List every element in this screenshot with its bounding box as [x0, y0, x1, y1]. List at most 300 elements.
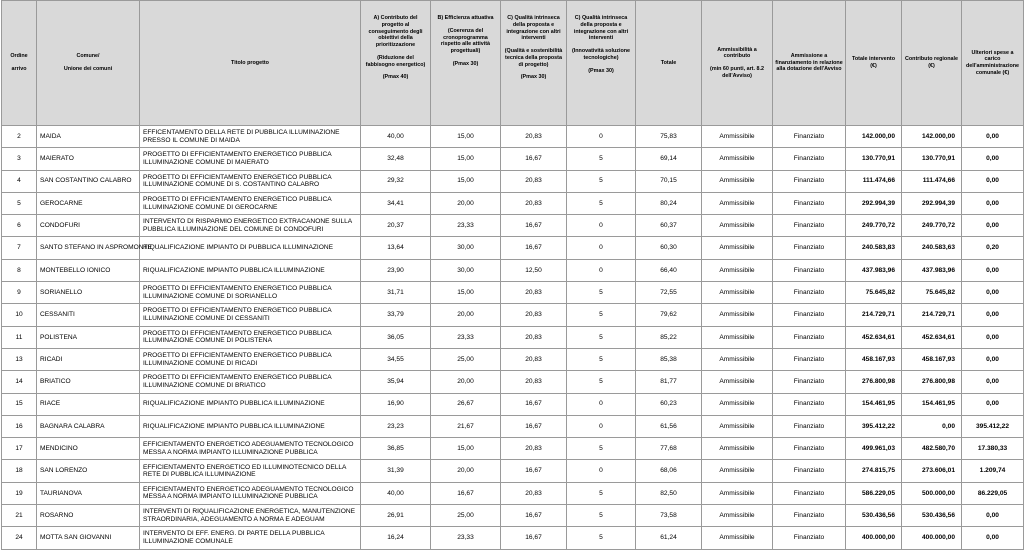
- cell-punteggio-a: 33,79: [361, 304, 431, 326]
- cell-punteggio-c2: 0: [567, 215, 636, 237]
- cell-ulteriori-spese: 0,00: [962, 505, 1024, 527]
- cell-totale-intervento: 154.461,95: [846, 393, 902, 415]
- header-line: Ordine: [10, 53, 28, 60]
- table-row: [2, 192, 1024, 214]
- cell-ordine: 14: [2, 371, 37, 393]
- cell-comune: RICADI: [37, 348, 140, 370]
- cell-ulteriori-spese: 0,00: [962, 259, 1024, 281]
- cell-punteggio-c2: 5: [567, 371, 636, 393]
- cell-punteggio-c1: 16,67: [501, 505, 567, 527]
- cell-ammissione: Finanziato: [773, 126, 846, 148]
- cell-totale: 69,14: [636, 148, 702, 170]
- cell-punteggio-c1: 16,67: [501, 460, 567, 482]
- cell-ordine: 13: [2, 348, 37, 370]
- cell-totale: 75,83: [636, 126, 702, 148]
- cell-totale-intervento: 395.412,22: [846, 415, 902, 437]
- cell-titolo: PROGETTO DI EFFICIENTAMENTO ENERGETICO PUBBLICA ILLUMINAZIONE COMUNE DI SORIANELLO: [140, 282, 361, 304]
- cell-punteggio-c1: 20,83: [501, 282, 567, 304]
- cell-totale-intervento: 130.770,91: [846, 148, 902, 170]
- cell-punteggio-c2: 5: [567, 326, 636, 348]
- cell-punteggio-b: 20,00: [431, 371, 501, 393]
- cell-ammissione: Finanziato: [773, 237, 846, 259]
- cell-ammissibilita: Ammissibile: [702, 237, 773, 259]
- cell-comune: BRIATICO: [37, 371, 140, 393]
- cell-ammissibilita: Ammissibile: [702, 148, 773, 170]
- cell-contributo-regionale: 214.729,71: [902, 304, 962, 326]
- table-row: [2, 148, 1024, 170]
- table-row: [2, 393, 1024, 415]
- cell-punteggio-c1: 16,67: [501, 527, 567, 549]
- cell-ammissibilita: Ammissibile: [702, 192, 773, 214]
- header-comune: [37, 1, 140, 126]
- cell-contributo-regionale: 142.000,00: [902, 126, 962, 148]
- cell-comune: MAIERATO: [37, 148, 140, 170]
- cell-totale: 72,55: [636, 282, 702, 304]
- cell-ammissibilita: Ammissibile: [702, 215, 773, 237]
- cell-totale-intervento: 499.961,03: [846, 438, 902, 460]
- cell-titolo: PROGETTO DI EFFICIENTAMENTO ENERGETICO PUBBLICA ILLUMINAZIONE COMUNE DI GEROCARNE: [140, 192, 361, 214]
- cell-punteggio-c2: 5: [567, 348, 636, 370]
- cell-titolo: PROGETTO DI EFFICIENTAMENTO ENERGETICO PUBBLICA ILLUMINAZIONE COMUNE DI MAIERATO: [140, 148, 361, 170]
- cell-comune: SAN LORENZO: [37, 460, 140, 482]
- cell-ammissibilita: Ammissibile: [702, 170, 773, 192]
- cell-ulteriori-spese: 0,00: [962, 126, 1024, 148]
- cell-ammissione: Finanziato: [773, 415, 846, 437]
- cell-titolo: INTERVENTO DI RISPARMIO ENERGETICO EXTRACANONE SULLA PUBBLICA ILLUMINAZIONE DEL COMUNE DI CONDOFURI: [140, 215, 361, 237]
- cell-totale-intervento: 75.645,82: [846, 282, 902, 304]
- cell-ordine: 6: [2, 215, 37, 237]
- cell-ordine: 4: [2, 170, 37, 192]
- cell-totale-intervento: 452.634,61: [846, 326, 902, 348]
- cell-totale-intervento: 437.983,96: [846, 259, 902, 281]
- cell-punteggio-b: 20,00: [431, 304, 501, 326]
- cell-ulteriori-spese: 0,00: [962, 170, 1024, 192]
- cell-ordine: 18: [2, 460, 37, 482]
- cell-totale: 60,37: [636, 215, 702, 237]
- cell-ulteriori-spese: 86.229,05: [962, 482, 1024, 504]
- header-line: A) Contributo del progetto al conseguimento degli obiettivi della prioritizzazione: [368, 15, 423, 48]
- cell-contributo-regionale: 130.770,91: [902, 148, 962, 170]
- cell-punteggio-a: 36,05: [361, 326, 431, 348]
- cell-totale: 85,22: [636, 326, 702, 348]
- cell-totale: 60,23: [636, 393, 702, 415]
- cell-comune: MENDICINO: [37, 438, 140, 460]
- cell-totale-intervento: 214.729,71: [846, 304, 902, 326]
- cell-totale: 82,50: [636, 482, 702, 504]
- cell-contributo-regionale: 249.770,72: [902, 215, 962, 237]
- cell-comune: GEROCARNE: [37, 192, 140, 214]
- table-row: [2, 482, 1024, 504]
- cell-ordine: 5: [2, 192, 37, 214]
- cell-comune: SORIANELLO: [37, 282, 140, 304]
- cell-contributo-regionale: 0,00: [902, 415, 962, 437]
- cell-punteggio-c1: 20,83: [501, 438, 567, 460]
- table-row: [2, 326, 1024, 348]
- cell-totale-intervento: 292.994,39: [846, 192, 902, 214]
- cell-ulteriori-spese: 0,00: [962, 282, 1024, 304]
- cell-ammissione: Finanziato: [773, 527, 846, 549]
- cell-ordine: 3: [2, 148, 37, 170]
- cell-ammissibilita: Ammissibile: [702, 304, 773, 326]
- cell-punteggio-a: 40,00: [361, 482, 431, 504]
- cell-punteggio-b: 23,33: [431, 527, 501, 549]
- cell-punteggio-a: 13,64: [361, 237, 431, 259]
- table-row: [2, 215, 1024, 237]
- header-qualita-c1: [501, 1, 567, 126]
- cell-punteggio-c1: 12,50: [501, 259, 567, 281]
- header-line: C) Qualità intrinseca della proposta e integrazione con altri interventi: [573, 15, 629, 42]
- cell-punteggio-c2: 5: [567, 282, 636, 304]
- cell-totale: 77,68: [636, 438, 702, 460]
- cell-contributo-regionale: 458.167,93: [902, 348, 962, 370]
- cell-punteggio-a: 31,39: [361, 460, 431, 482]
- cell-ordine: 9: [2, 282, 37, 304]
- header-qualita-c2: [567, 1, 636, 126]
- cell-totale-intervento: 400.000,00: [846, 527, 902, 549]
- table-row: [2, 282, 1024, 304]
- cell-ammissione: Finanziato: [773, 192, 846, 214]
- header-line: (Coerenza del cronoprogramma rispetto alle attività progettuali): [440, 27, 491, 54]
- cell-titolo: EFFICIENTAMENTO ENERGETICO ADEGUAMENTO TECNOLOGICO MESSA A NORMA IMPIANTO ILLUMINAZIONE PUBBLICA: [140, 438, 361, 460]
- cell-titolo: EFFICENTAMENTO DELLA RETE DI PUBBLICA ILLUMINAZIONE PRESSO IL COMUNE DI MAIDA: [140, 126, 361, 148]
- cell-ammissione: Finanziato: [773, 460, 846, 482]
- cell-comune: MONTEBELLO IONICO: [37, 259, 140, 281]
- cell-punteggio-b: 20,00: [431, 460, 501, 482]
- header-ulteriori-spese: [962, 1, 1024, 126]
- cell-totale: 80,24: [636, 192, 702, 214]
- cell-titolo: PROGETTO DI EFFICIENTAMENTO ENERGETICO PUBBLICA ILLUMINAZIONE COMUNE DI POLISTENA: [140, 326, 361, 348]
- cell-punteggio-a: 34,41: [361, 192, 431, 214]
- cell-ammissibilita: Ammissibile: [702, 393, 773, 415]
- cell-titolo: EFFICIENTAMENTO ENERGETICO ED ILLUMINOTECNICO DELLA RETE DI PUBBLICA ILLUMINAZIONE: [140, 460, 361, 482]
- table-row: [2, 527, 1024, 549]
- cell-punteggio-a: 16,90: [361, 393, 431, 415]
- header-line: Titolo progetto: [231, 59, 269, 66]
- cell-punteggio-c1: 20,83: [501, 348, 567, 370]
- table-row: [2, 460, 1024, 482]
- cell-totale-intervento: 276.800,98: [846, 371, 902, 393]
- cell-totale: 60,30: [636, 237, 702, 259]
- header-ammissibilita: [702, 1, 773, 126]
- cell-punteggio-c2: 5: [567, 148, 636, 170]
- cell-totale: 85,38: [636, 348, 702, 370]
- cell-punteggio-c1: 20,83: [501, 126, 567, 148]
- cell-ulteriori-spese: 0,00: [962, 527, 1024, 549]
- header-line: Contributo regionale (€): [904, 56, 958, 69]
- cell-ulteriori-spese: 0,00: [962, 215, 1024, 237]
- cell-ulteriori-spese: 17.380,33: [962, 438, 1024, 460]
- cell-comune: SANTO STEFANO IN ASPROMONTE: [37, 237, 140, 259]
- cell-punteggio-c2: 0: [567, 259, 636, 281]
- header-line: Ammissione a finanziamento in relazione alla dotazione dell'Avviso: [775, 52, 843, 73]
- cell-punteggio-b: 25,00: [431, 505, 501, 527]
- cell-punteggio-c2: 0: [567, 415, 636, 437]
- cell-comune: MOTTA SAN GIOVANNI: [37, 527, 140, 549]
- table-row: [2, 170, 1024, 192]
- cell-punteggio-a: 29,32: [361, 170, 431, 192]
- cell-titolo: PROGETTO DI EFFICIENTAMENTO ENERGETICO PUBBLICA ILLUMINAZIONE COMUNE DI BRIATICO: [140, 371, 361, 393]
- header-totale: [636, 1, 702, 126]
- cell-punteggio-c2: 0: [567, 393, 636, 415]
- cell-punteggio-b: 16,67: [431, 482, 501, 504]
- header-line: (Riduzione del fabbisogno energetico): [365, 54, 426, 68]
- cell-ammissibilita: Ammissibile: [702, 282, 773, 304]
- cell-punteggio-c2: 5: [567, 170, 636, 192]
- cell-ordine: 24: [2, 527, 37, 549]
- cell-punteggio-c2: 0: [567, 126, 636, 148]
- header-line: Ulteriori spese a carico dell'amministrazione comunale (€): [965, 49, 1020, 76]
- cell-totale: 79,62: [636, 304, 702, 326]
- cell-comune: CONDOFURI: [37, 215, 140, 237]
- cell-totale-intervento: 458.167,93: [846, 348, 902, 370]
- cell-punteggio-b: 30,00: [431, 237, 501, 259]
- cell-ammissione: Finanziato: [773, 215, 846, 237]
- cell-punteggio-c2: 5: [567, 527, 636, 549]
- cell-totale-intervento: 530.436,56: [846, 505, 902, 527]
- cell-punteggio-a: 20,37: [361, 215, 431, 237]
- header-line: Comune/: [76, 53, 100, 60]
- cell-ammissibilita: Ammissibile: [702, 505, 773, 527]
- header-line: Unione dei comuni: [63, 66, 113, 72]
- cell-titolo: RIQUALIFICAZIONE IMPIANTO PUBBLICA ILLUMINAZIONE: [140, 259, 361, 281]
- cell-punteggio-c2: 5: [567, 505, 636, 527]
- cell-titolo: PROGETTO DI EFFICIENTAMENTO ENERGETICO PUBBLICA ILLUMINAZIONE COMUNE DI RICADI: [140, 348, 361, 370]
- cell-ammissibilita: Ammissibile: [702, 259, 773, 281]
- header-ammissione: [773, 1, 846, 126]
- cell-ammissione: Finanziato: [773, 371, 846, 393]
- cell-punteggio-c2: 5: [567, 438, 636, 460]
- cell-punteggio-c1: 20,83: [501, 326, 567, 348]
- cell-contributo-regionale: 240.583,63: [902, 237, 962, 259]
- header-row: [2, 1, 1024, 126]
- cell-ammissibilita: Ammissibile: [702, 415, 773, 437]
- table-row: [2, 237, 1024, 259]
- header-line: Totale: [660, 59, 677, 66]
- cell-ordine: 7: [2, 237, 37, 259]
- cell-ulteriori-spese: 0,00: [962, 304, 1024, 326]
- cell-comune: TAURIANOVA: [37, 482, 140, 504]
- cell-punteggio-a: 16,24: [361, 527, 431, 549]
- cell-titolo: RIQUALIFICAZIONE IMPIANTO PUBBLICA ILLUMINAZIONE: [140, 393, 361, 415]
- cell-punteggio-a: 23,23: [361, 415, 431, 437]
- cell-contributo-regionale: 292.994,39: [902, 192, 962, 214]
- cell-comune: RIACE: [37, 393, 140, 415]
- header-line: (min 60 punti, art. 8.2 dell'Avviso): [710, 66, 764, 79]
- header-line: B) Efficienza attuativa: [437, 15, 494, 21]
- cell-punteggio-c1: 16,67: [501, 237, 567, 259]
- cell-titolo: PROGETTO DI EFFICIENTAMENTO ENERGETICO PUBBLICA ILLUMINAZIONE COMUNE DI CESSANITI: [140, 304, 361, 326]
- cell-titolo: EFFICIENTAMENTO ENERGETICO ADEGUAMENTO TECNOLOGICO MESSA A NORMA IMPIANTO ILLUMINAZIONE PUBBLICA: [140, 482, 361, 504]
- cell-totale-intervento: 274.815,75: [846, 460, 902, 482]
- cell-totale-intervento: 240.583,83: [846, 237, 902, 259]
- cell-ulteriori-spese: 0,00: [962, 192, 1024, 214]
- table-row: [2, 415, 1024, 437]
- cell-punteggio-c2: 5: [567, 482, 636, 504]
- cell-ulteriori-spese: 0,00: [962, 348, 1024, 370]
- cell-punteggio-b: 20,00: [431, 192, 501, 214]
- cell-punteggio-a: 35,94: [361, 371, 431, 393]
- cell-contributo-regionale: 482.580,70: [902, 438, 962, 460]
- cell-totale: 68,06: [636, 460, 702, 482]
- cell-ulteriori-spese: 0,20: [962, 237, 1024, 259]
- table-row: [2, 304, 1024, 326]
- cell-punteggio-b: 15,00: [431, 282, 501, 304]
- cell-contributo-regionale: 530.436,56: [902, 505, 962, 527]
- cell-titolo: PROGETTO DI EFFICIENTAMENTO ENERGETICO PUBBLICA ILLUMINAZIONE COMUNE DI S. COSTANTINO CALABRO: [140, 170, 361, 192]
- cell-titolo: INTERVENTO DI EFF. ENERG. DI PARTE DELLA PUBBLICA ILLUMINAZIONE COMUNALE: [140, 527, 361, 549]
- cell-ammissibilita: Ammissibile: [702, 482, 773, 504]
- cell-contributo-regionale: 154.461,95: [902, 393, 962, 415]
- header-line: Ammissibilità a contributo: [717, 46, 757, 60]
- cell-ordine: 11: [2, 326, 37, 348]
- cell-ammissione: Finanziato: [773, 148, 846, 170]
- cell-ammissibilita: Ammissibile: [702, 460, 773, 482]
- cell-punteggio-c1: 16,67: [501, 415, 567, 437]
- cell-ulteriori-spese: 0,00: [962, 326, 1024, 348]
- header-line: (Pmax 40): [382, 74, 409, 81]
- header-contributo-a: [361, 1, 431, 126]
- cell-ammissibilita: Ammissibile: [702, 438, 773, 460]
- cell-punteggio-c2: 0: [567, 237, 636, 259]
- cell-punteggio-a: 32,48: [361, 148, 431, 170]
- header-line: C) Qualità intrinseca della proposta e integrazione con altri interventi: [506, 15, 561, 42]
- header-efficienza-b: [431, 1, 501, 126]
- cell-punteggio-c1: 20,83: [501, 192, 567, 214]
- table-body: [2, 126, 1024, 550]
- table-row: [2, 371, 1024, 393]
- cell-ordine: 17: [2, 438, 37, 460]
- cell-contributo-regionale: 400.000,00: [902, 527, 962, 549]
- cell-ordine: 16: [2, 415, 37, 437]
- cell-ammissibilita: Ammissibile: [702, 348, 773, 370]
- cell-ammissione: Finanziato: [773, 282, 846, 304]
- cell-ammissione: Finanziato: [773, 304, 846, 326]
- cell-totale: 61,24: [636, 527, 702, 549]
- header-line: Totale intervento (€): [851, 56, 896, 69]
- cell-ordine: 10: [2, 304, 37, 326]
- cell-comune: MAIDA: [37, 126, 140, 148]
- cell-punteggio-b: 15,00: [431, 148, 501, 170]
- cell-punteggio-a: 40,00: [361, 126, 431, 148]
- header-contributo-regionale: [902, 1, 962, 126]
- cell-contributo-regionale: 437.983,96: [902, 259, 962, 281]
- cell-comune: ROSARNO: [37, 505, 140, 527]
- cell-contributo-regionale: 500.000,00: [902, 482, 962, 504]
- cell-ammissione: Finanziato: [773, 393, 846, 415]
- header-line: (Pmax 30): [452, 60, 479, 67]
- cell-punteggio-a: 34,55: [361, 348, 431, 370]
- header-line: (Qualità e sostenibilità tecnica della proposta di progetto): [504, 48, 563, 68]
- cell-punteggio-c1: 16,67: [501, 215, 567, 237]
- table-row: [2, 126, 1024, 148]
- cell-punteggio-b: 23,33: [431, 215, 501, 237]
- cell-punteggio-a: 26,91: [361, 505, 431, 527]
- cell-contributo-regionale: 452.634,61: [902, 326, 962, 348]
- table-row: [2, 438, 1024, 460]
- cell-punteggio-a: 31,71: [361, 282, 431, 304]
- cell-punteggio-b: 15,00: [431, 438, 501, 460]
- cell-punteggio-b: 30,00: [431, 259, 501, 281]
- cell-titolo: INTERVENTI DI RIQUALIFICAZIONE ENERGETICA, MANUTENZIONE STRAORDINARIA, ADEGUAMENTO A NORMA E ADEGUAM: [140, 505, 361, 527]
- table-row: [2, 505, 1024, 527]
- header-totale-intervento: [846, 1, 902, 126]
- cell-punteggio-c2: 5: [567, 304, 636, 326]
- header-line: (Innovatività soluzione tecnologiche): [571, 48, 631, 61]
- cell-ammissibilita: Ammissibile: [702, 527, 773, 549]
- table-row: [2, 259, 1024, 281]
- cell-punteggio-c1: 16,67: [501, 148, 567, 170]
- cell-punteggio-b: 15,00: [431, 126, 501, 148]
- header-line: (Pmax 30): [520, 74, 547, 81]
- cell-ammissione: Finanziato: [773, 326, 846, 348]
- header-line: (Pmax 30): [588, 67, 614, 74]
- cell-contributo-regionale: 276.800,98: [902, 371, 962, 393]
- header-ordine: [2, 1, 37, 126]
- cell-punteggio-b: 15,00: [431, 170, 501, 192]
- cell-ulteriori-spese: 0,00: [962, 371, 1024, 393]
- cell-ulteriori-spese: 0,00: [962, 393, 1024, 415]
- table-row: [2, 348, 1024, 370]
- cell-ulteriori-spese: 395.412,22: [962, 415, 1024, 437]
- cell-ulteriori-spese: 0,00: [962, 148, 1024, 170]
- cell-punteggio-b: 25,00: [431, 348, 501, 370]
- cell-totale-intervento: 111.474,66: [846, 170, 902, 192]
- cell-totale: 73,58: [636, 505, 702, 527]
- cell-ordine: 21: [2, 505, 37, 527]
- header-titolo: [140, 1, 361, 126]
- cell-contributo-regionale: 75.645,82: [902, 282, 962, 304]
- cell-punteggio-b: 23,33: [431, 326, 501, 348]
- cell-ammissibilita: Ammissibile: [702, 371, 773, 393]
- cell-ammissibilita: Ammissibile: [702, 326, 773, 348]
- cell-punteggio-a: 23,90: [361, 259, 431, 281]
- cell-ordine: 19: [2, 482, 37, 504]
- cell-titolo: RIQUALIFICAZIONE IMPIANTO PUBBLICA ILLUMINAZIONE: [140, 415, 361, 437]
- cell-punteggio-a: 36,85: [361, 438, 431, 460]
- cell-punteggio-b: 26,67: [431, 393, 501, 415]
- cell-ammissione: Finanziato: [773, 348, 846, 370]
- cell-contributo-regionale: 111.474,66: [902, 170, 962, 192]
- cell-punteggio-c1: 20,83: [501, 482, 567, 504]
- cell-totale-intervento: 586.229,05: [846, 482, 902, 504]
- cell-ammissione: Finanziato: [773, 259, 846, 281]
- cell-ulteriori-spese: 1.209,74: [962, 460, 1024, 482]
- cell-ammissibilita: Ammissibile: [702, 126, 773, 148]
- cell-comune: BAGNARA CALABRA: [37, 415, 140, 437]
- cell-punteggio-b: 21,67: [431, 415, 501, 437]
- cell-comune: POLISTENA: [37, 326, 140, 348]
- header-line: arrivo: [11, 66, 27, 72]
- cell-ordine: 2: [2, 126, 37, 148]
- cell-punteggio-c1: 20,83: [501, 304, 567, 326]
- cell-comune: CESSANITI: [37, 304, 140, 326]
- cell-ordine: 8: [2, 259, 37, 281]
- cell-ammissione: Finanziato: [773, 438, 846, 460]
- cell-contributo-regionale: 273.606,01: [902, 460, 962, 482]
- cell-ammissione: Finanziato: [773, 170, 846, 192]
- cell-titolo: RIQUALIFICAZIONE IMPIANTO DI PUBBLICA ILLUMINAZIONE: [140, 237, 361, 259]
- cell-comune: SAN COSTANTINO CALABRO: [37, 170, 140, 192]
- cell-totale: 81,77: [636, 371, 702, 393]
- cell-punteggio-c2: 0: [567, 460, 636, 482]
- cell-punteggio-c1: 16,67: [501, 393, 567, 415]
- cell-totale: 61,56: [636, 415, 702, 437]
- cell-totale: 70,15: [636, 170, 702, 192]
- cell-punteggio-c2: 5: [567, 192, 636, 214]
- cell-punteggio-c1: 20,83: [501, 371, 567, 393]
- cell-totale-intervento: 249.770,72: [846, 215, 902, 237]
- cell-ammissione: Finanziato: [773, 505, 846, 527]
